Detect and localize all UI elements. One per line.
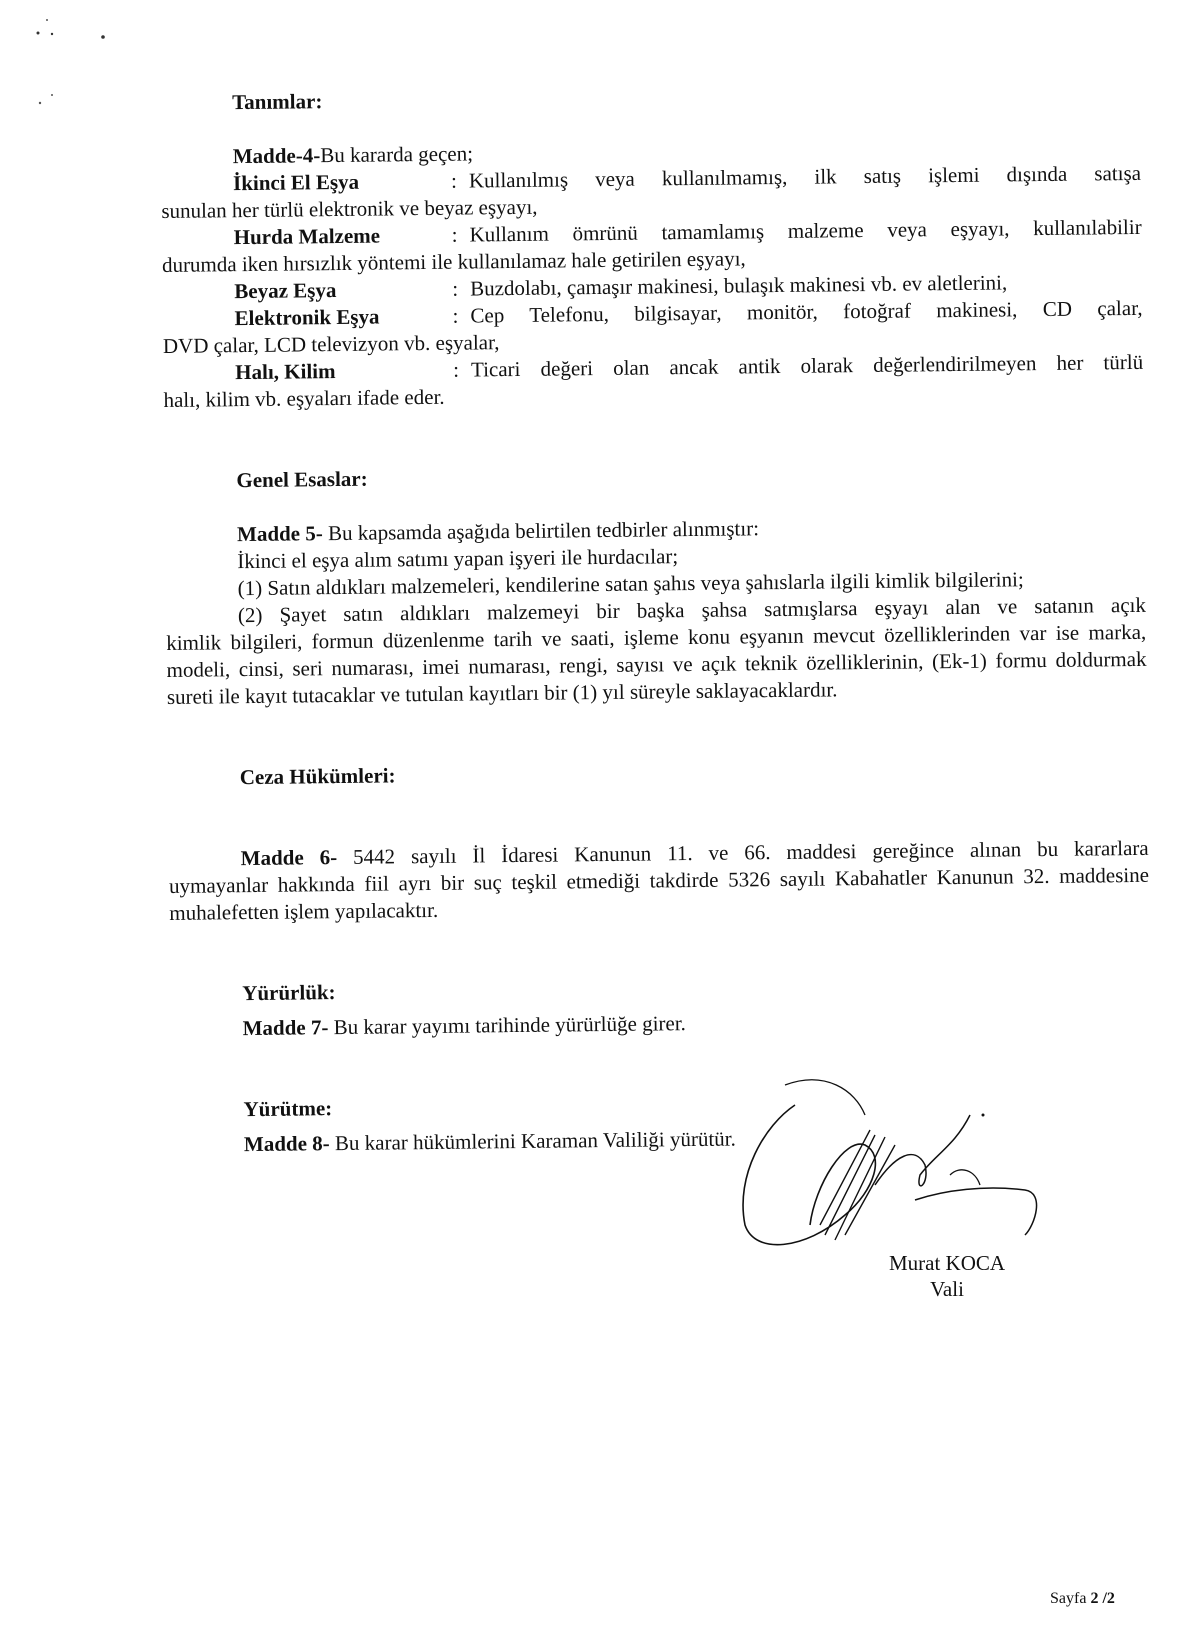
definition-item: Hurda Malzeme : Kullanım ömrünü tamamlamış malzeme veya eşyayı, kullanılabilir durumda iken hırsızlık yöntemi ile kullanılamaz hale getirilen eşyayı, [161,214,1142,277]
article-5-text: Bu kapsamda aşağıda belirtilen tedbirler alınmıştır: [327,516,760,546]
definition-item: Beyaz Eşya : Buzdolabı, çamaşır makinesi, bulaşık makinesi vb. ev aletlerini, [162,268,1142,306]
page-label: Sayfa [1050,1590,1087,1607]
definitions-heading: Tanımlar: [232,89,323,115]
definition-term: Hurda Malzeme [233,223,381,250]
definition-term: İkinci El Eşya [232,169,360,196]
article-5-point-2-continuation: kimlik bilgileri, formun düzenlenme tarih ve saati, işleme konu eşyanın mevcut özelliklerinden var ise marka, modeli, cinsi, seri numarası, imei numarası, rengi, sayısı ve açık teknik özelliklerinin, (Ek-1) formu doldurmak sureti ile kayıt tutacaklar ve tutulan kayıtları bir (1) yıl süreyle saklayacaklardır. [166,619,1147,709]
signer-name: Murat KOCA [888,1251,1006,1275]
page-number [1050,1590,1115,1608]
definition-item: Elektronik Eşya : Cep Telefonu, bilgisayar, monitör, fotoğraf makinesi, CD çalar, DVD çalar, LCD televizyon vb. eşyalar, [162,295,1143,358]
execution-heading: Yürütme: [243,1096,333,1122]
article-7-label: Madde 7- [242,1015,329,1041]
definition-text: Cep Telefonu, bilgisayar, monitör, fotoğraf makinesi, CD çalar, [470,295,1143,328]
general-heading: Genel Esaslar: [236,466,368,493]
page-value: 2 /2 [1090,1590,1115,1607]
definition-continuation: DVD çalar, LCD televizyon vb. eşyalar, [162,330,500,358]
definition-continuation: durumda iken hırsızlık yöntemi ile kullanılamaz hale getirilen eşyayı, [161,246,746,277]
signer-block [872,1250,1022,1302]
definition-term: Beyaz Eşya [234,278,337,304]
definitions-list [161,160,1144,414]
definition-term: Elektronik Eşya [234,304,380,331]
signature-icon [725,1075,1105,1275]
article-7-text: Bu karar yayımı tarihinde yürürlüğe girer. [333,1011,686,1040]
article-6-label: Madde 6- [240,845,338,871]
definition-text: Kullanım ömrünü tamamlamış malzeme veya eşyayı, kullanılabilir [469,214,1142,247]
definition-text: Kullanılmış veya kullanılmamış, ilk satış işlemi dışında satışa [468,160,1142,193]
definition-text: Buzdolabı, çamaşır makinesi, bulaşık makinesi vb. ev aletlerini, [469,270,1008,301]
document-body [160,79,1152,1159]
effect-heading: Yürürlük: [242,980,336,1006]
article-8-label: Madde 8- [243,1131,330,1157]
article-5-point-2: (2) Şayet satın aldıkları malzemeyi bir başka şahsa satmışlarsa eşyayı alan ve satanın açık [237,592,1147,628]
definition-continuation: halı, kilim vb. eşyaları ifade eder. [163,384,445,412]
definition-term: Halı, Kilim [235,359,336,385]
article-4-text: Bu kararda geçen; [320,141,474,168]
penalty-heading: Ceza Hükümleri: [239,763,396,790]
article-4-label: Madde-4- [232,143,321,169]
article-6-text: 5442 sayılı İl İdaresi Kanunun 11. ve 66. maddesi gereğince alınan bu kararlara [352,835,1149,869]
definition-text: Ticari değeri olan ancak antik olarak değerlendirilmeyen her türlü [470,349,1144,382]
article-5-label: Madde 5- [236,521,323,547]
article-5-point-1: (1) Satın aldıkları malzemeleri, kendilerine satan şahıs veya şahıslarla ilgili kimlik bilgilerini; [237,567,1024,601]
article-5-scope: İkinci el eşya alım satımı yapan işyeri ile hurdacılar; [237,544,679,574]
definition-item: İkinci El Eşya : Kullanılmış veya kullanılmamış, ilk satış işlemi dışında satışa sunulan her türlü elektronik ve beyaz eşyayı, [161,160,1142,223]
signer-title: Vali [930,1277,964,1301]
definition-continuation: sunulan her türlü elektronik ve beyaz eşyayı, [161,194,538,223]
article-6-continuation: uymayanlar hakkında fiil ayrı bir suç teşkil etmediği takdirde 5326 sayılı Kabahatler Kanunun 32. maddesine muhalefetten işlem yapılacaktır. [168,862,1150,925]
definition-item: Halı, Kilim : Ticari değeri olan ancak antik olarak değerlendirilmeyen her türlü halı, kilim vb. eşyaları ifade eder. [163,349,1144,412]
article-8-text: Bu karar hükümlerini Karaman Valiliği yürütür. [334,1126,736,1156]
